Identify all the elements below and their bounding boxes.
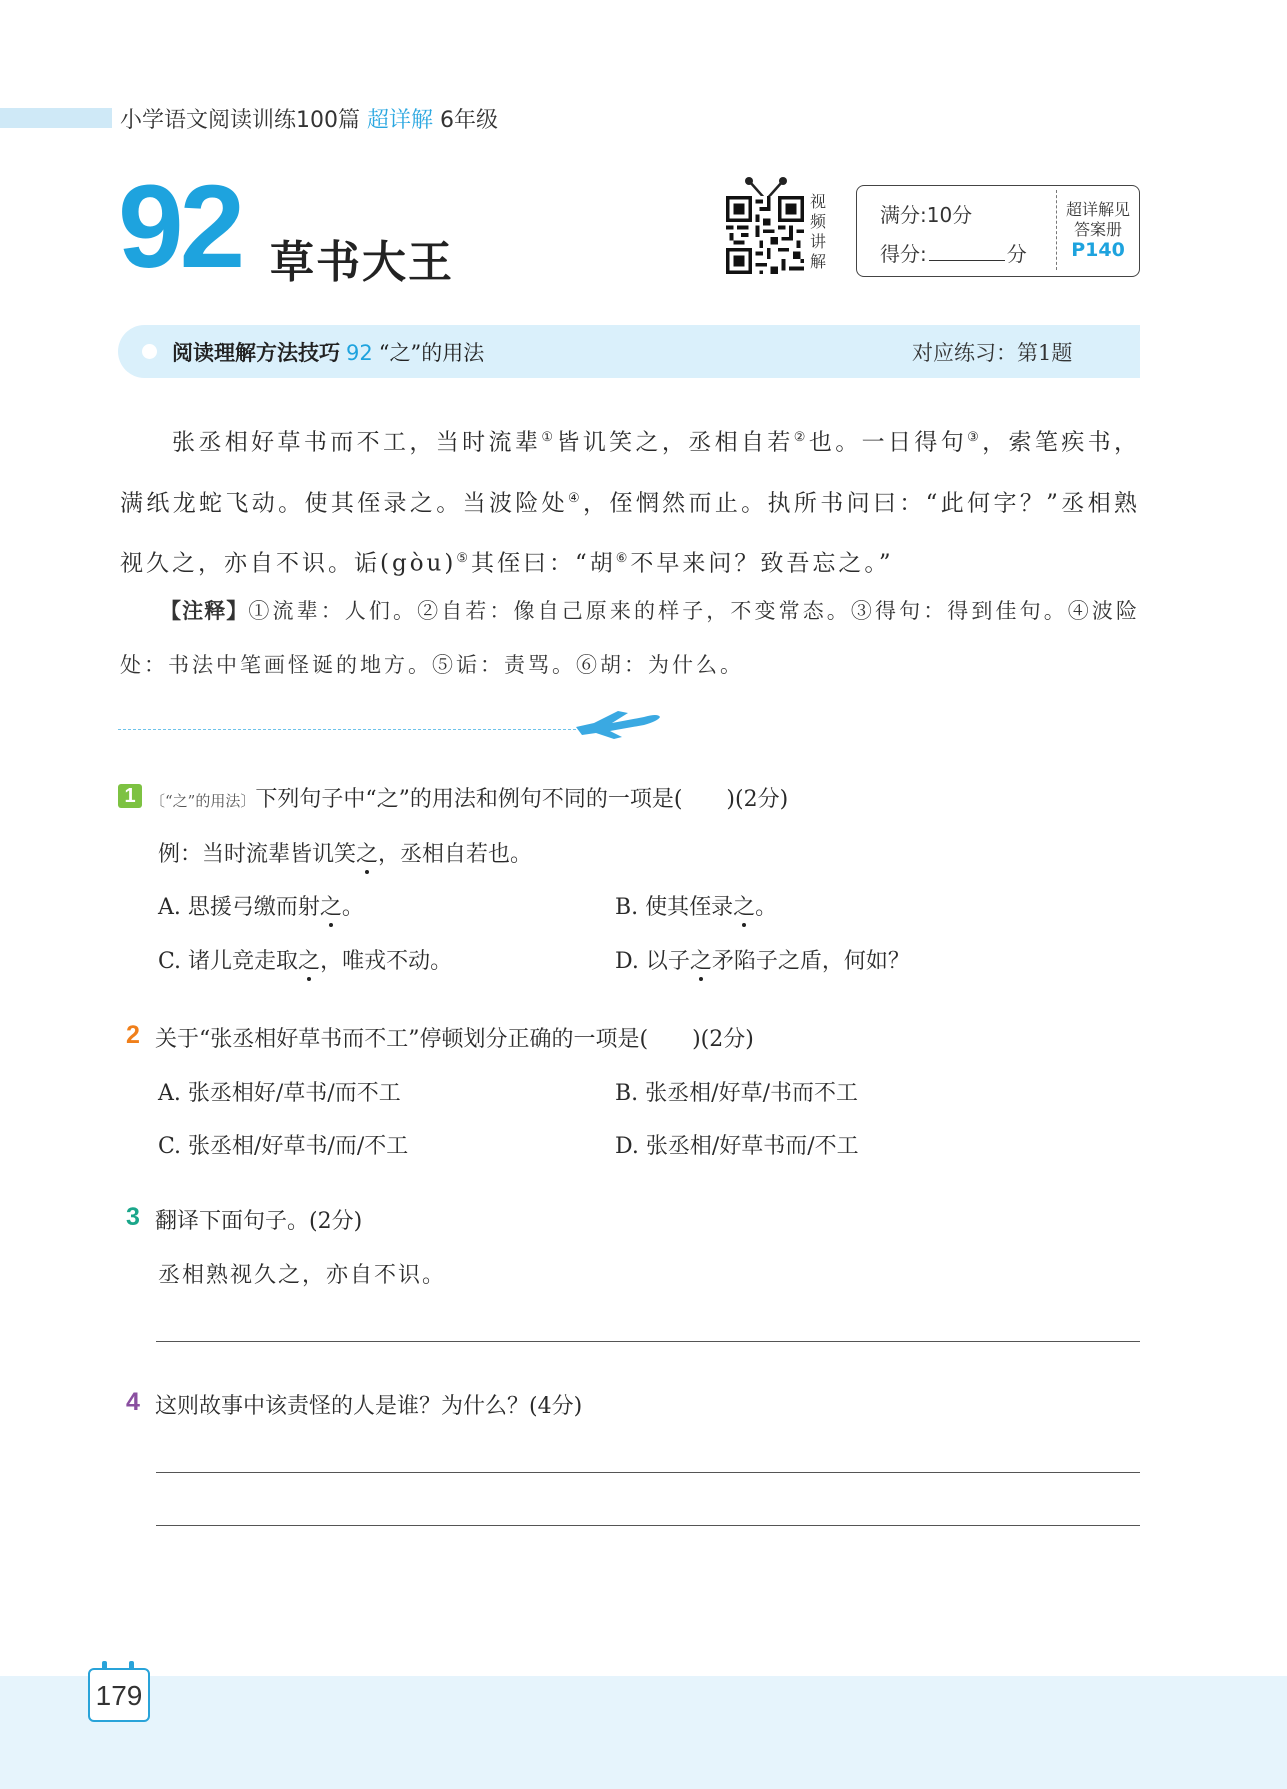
question-4-number: 4	[126, 1388, 140, 1416]
book-highlight: 超详解	[367, 108, 434, 133]
question-3-stem: 翻译下面句子。(2分)	[155, 1209, 363, 1234]
question-3-number: 3	[126, 1203, 140, 1231]
lesson-number: 92	[118, 161, 242, 293]
qr-label: 视 频 讲 解	[810, 192, 827, 271]
answer-page: P140	[1071, 239, 1125, 261]
page-number: 179	[95, 1680, 143, 1711]
question-1-option-d[interactable]: D. 以子之矛陷子之盾，何如？	[615, 944, 910, 975]
question-2-option-d[interactable]: D. 张丞相/好草书而/不工	[615, 1134, 859, 1159]
qr-code-icon[interactable]	[726, 196, 804, 274]
lesson-title: 草书大王	[270, 237, 454, 288]
question-1-tag: 〔“之”的用法〕	[150, 792, 256, 810]
practice-reference: 对应练习：第1题	[912, 341, 1073, 365]
question-2-option-b[interactable]: B. 张丞相/好草/书而不工	[615, 1081, 858, 1106]
book-header	[120, 103, 498, 134]
question-3-sentence: 丞相熟视久之，亦自不识。	[158, 1263, 447, 1288]
method-title: 阅读理解方法技巧 92 “之”的用法	[172, 341, 485, 365]
annotations: 【注释】①流辈：人们。②自若：像自己原来的样子，不变常态。③得句：得到佳句。④波险处：书法中笔画怪诞的地方。⑤诟：责骂。⑥胡：为什么。	[120, 599, 1141, 677]
question-1-option-a[interactable]: A. 思援弓缴而射之。	[158, 890, 364, 921]
score-divider	[1056, 190, 1057, 270]
question-2-option-a[interactable]: A. 张丞相好/草书/而不工	[158, 1081, 401, 1106]
annotation-label: 【注释】	[160, 599, 249, 623]
question-1-example: 例：当时流辈皆讥笑之，丞相自若也。	[158, 837, 532, 868]
header-accent-bar	[0, 108, 112, 128]
question-1-number: 1	[118, 784, 142, 808]
question-3-answer-line[interactable]	[156, 1341, 1140, 1342]
full-score: 满分:10分	[880, 203, 973, 227]
question-1-option-c[interactable]: C. 诸儿竞走取之，唯戎不动。	[158, 944, 452, 975]
question-2-stem: 关于“张丞相好草书而不工”停顿划分正确的一项是( )(2分)	[155, 1027, 754, 1052]
question-4-answer-line-1[interactable]	[156, 1472, 1140, 1473]
question-2-number: 2	[126, 1021, 140, 1049]
question-4-answer-line-2[interactable]	[156, 1525, 1140, 1526]
question-2-option-c[interactable]: C. 张丞相/好草书/而/不工	[158, 1134, 409, 1159]
passage-text: 张丞相好草书而不工，当时流辈①皆讥笑之，丞相自若②也。一日得句③，索笔疾书，满纸龙蛇飞动。使其侄录之。当波险处④，侄惘然而止。执所书问曰：“此何字？”丞相熟视久之，亦自不识。诟(gòu)⑤其侄曰：“胡⑥不早来问？致吾忘之。”	[120, 429, 1141, 577]
question-1-option-b[interactable]: B. 使其侄录之。	[615, 890, 777, 921]
score-input-line[interactable]	[929, 242, 1005, 261]
airplane-icon	[572, 701, 662, 739]
score-entry: 得分: 分	[880, 242, 1027, 266]
question-4-stem: 这则故事中该责怪的人是谁？为什么？(4分)	[155, 1394, 583, 1419]
book-grade: 6年级	[440, 108, 499, 133]
dotted-divider	[118, 729, 586, 730]
footer-band	[0, 1676, 1287, 1789]
question-1-stem: 〔“之”的用法〕下列句子中“之”的用法和例句不同的一项是( )(2分)	[150, 787, 789, 812]
book-title: 小学语文阅读训练100篇	[120, 108, 360, 133]
banner-bullet-icon	[142, 344, 157, 359]
answer-reference: 超详解见 答案册 P140	[1062, 200, 1134, 260]
